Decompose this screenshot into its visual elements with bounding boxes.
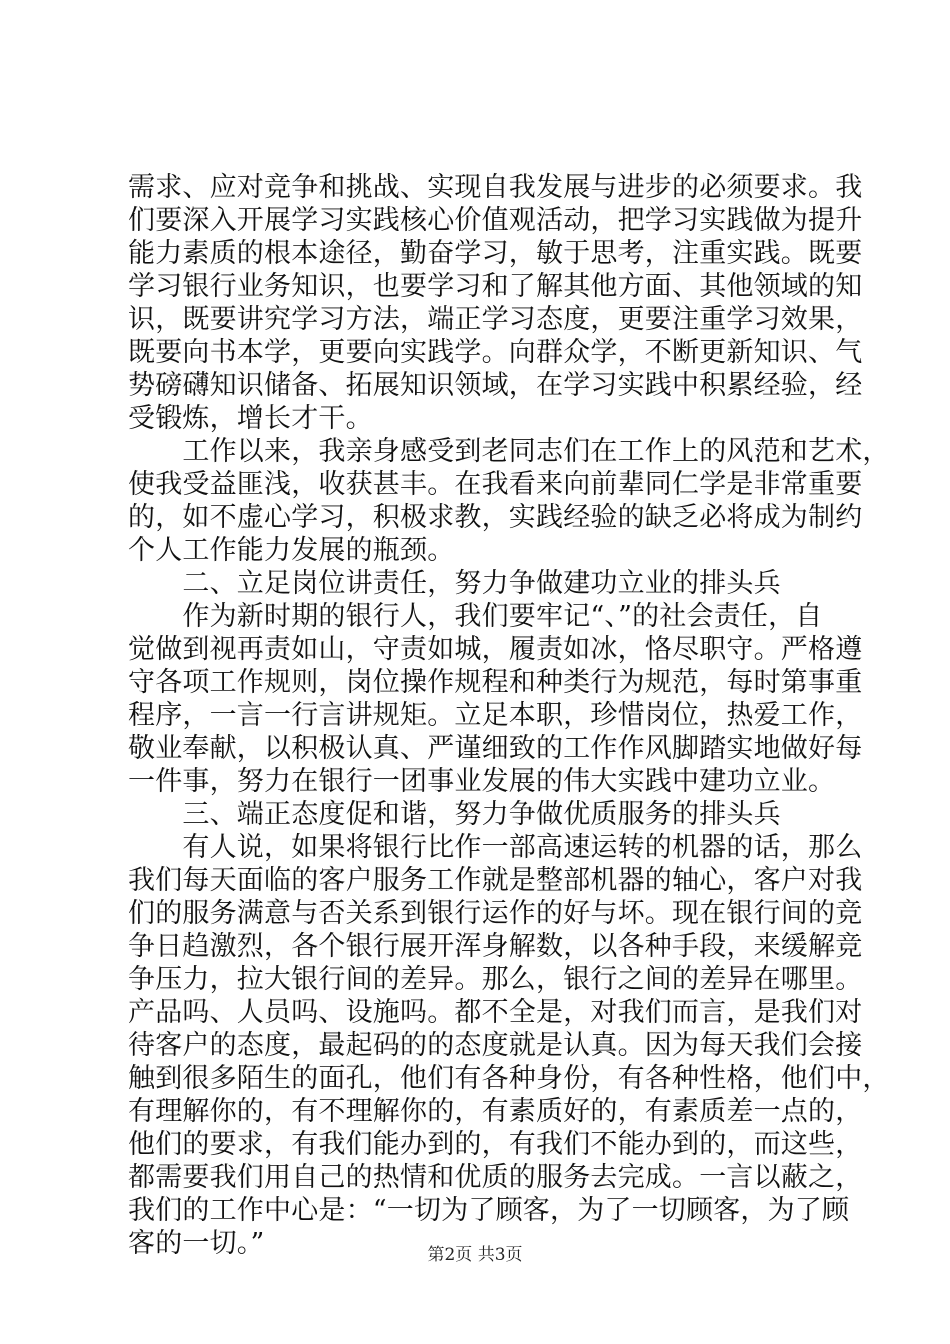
text-line: 客的一切。”	[128, 1228, 265, 1259]
text-line: 产品吗、人员吗、设施吗。都不全是，对我们而言，是我们对	[128, 997, 863, 1028]
text-line: 识，既要讲究学习方法，端正学习态度，更要注重学习效果，	[128, 304, 863, 335]
text-line: 能力素质的根本途径，勤奋学习，敏于思考，注重实践。既要	[128, 238, 863, 269]
text-line: 们要深入开展学习实践核心价值观活动，把学习实践做为提升	[128, 205, 863, 236]
text-line: 程序，一言一行言讲规矩。立足本职，珍惜岗位，热爱工作，	[128, 700, 863, 731]
text-line: 工作以来，我亲身感受到老同志们在工作上的风范和艺术，	[128, 436, 890, 467]
text-line: 有人说，如果将银行比作一部高速运转的机器的话，那么	[128, 832, 863, 863]
text-line: 觉做到视再责如山，守责如城，履责如冰，恪尽职守。严格遵	[128, 634, 863, 665]
text-line: 使我受益匪浅，收获甚丰。在我看来向前辈同仁学是非常重要	[128, 469, 863, 500]
section-heading: 二、立足岗位讲责任，努力争做建功立业的排头兵	[128, 568, 781, 599]
text-line: 需求、应对竞争和挑战、实现自我发展与进步的必须要求。我	[128, 172, 863, 203]
text-line: 争日趋激烈，各个银行展开浑身解数，以各种手段，来缓解竞	[128, 931, 863, 962]
text-line: 势磅礴知识储备、拓展知识领域，在学习实践中积累经验，经	[128, 370, 863, 401]
text-line: 学习银行业务知识，也要学习和了解其他方面、其他领域的知	[128, 271, 863, 302]
body-text	[128, 171, 890, 1260]
section-heading: 三、端正态度促和谐，努力争做优质服务的排头兵	[128, 799, 781, 830]
text-line: 他们的要求，有我们能办到的，有我们不能办到的，而这些，	[128, 1129, 863, 1160]
text-line: 待客户的态度，最起码的的态度就是认真。因为每天我们会接	[128, 1030, 863, 1061]
text-line: 作为新时期的银行人，我们要牢记“、”的社会责任，自	[128, 601, 823, 632]
text-line: 我们每天面临的客户服务工作就是整部机器的轴心，客户对我	[128, 865, 863, 896]
text-line: 触到很多陌生的面孔，他们有各种身份，有各种性格，他们中，	[128, 1063, 890, 1094]
text-line: 我们的工作中心是：“一切为了顾客，为了一切顾客，为了顾	[128, 1195, 850, 1226]
page-footer	[0, 1244, 950, 1266]
text-line: 既要向书本学，更要向实践学。向群众学，不断更新知识、气	[128, 337, 863, 368]
text-line: 们的服务满意与否关系到银行运作的好与坏。现在银行间的竞	[128, 898, 863, 929]
text-line: 敬业奉献，以积极认真、严谨细致的工作作风脚踏实地做好每	[128, 733, 863, 764]
text-line: 受锻炼，增长才干。	[128, 403, 373, 434]
text-line: 守各项工作规则，岗位操作规程和种类行为规范，每时第事重	[128, 667, 863, 698]
text-line: 有理解你的，有不理解你的，有素质好的，有素质差一点的，	[128, 1096, 863, 1127]
text-line: 争压力，拉大银行间的差异。那么，银行之间的差异在哪里。	[128, 964, 863, 995]
text-line: 个人工作能力发展的瓶颈。	[128, 535, 455, 566]
text-line: 的，如不虚心学习，积极求教，实践经验的缺乏必将成为制约	[128, 502, 863, 533]
text-line: 一件事，努力在银行一团事业发展的伟大实践中建功立业。	[128, 766, 836, 797]
text-line: 都需要我们用自己的热情和优质的服务去完成。一言以蔽之，	[128, 1162, 863, 1193]
page-number-label: 第2页 共3页	[427, 1245, 523, 1265]
